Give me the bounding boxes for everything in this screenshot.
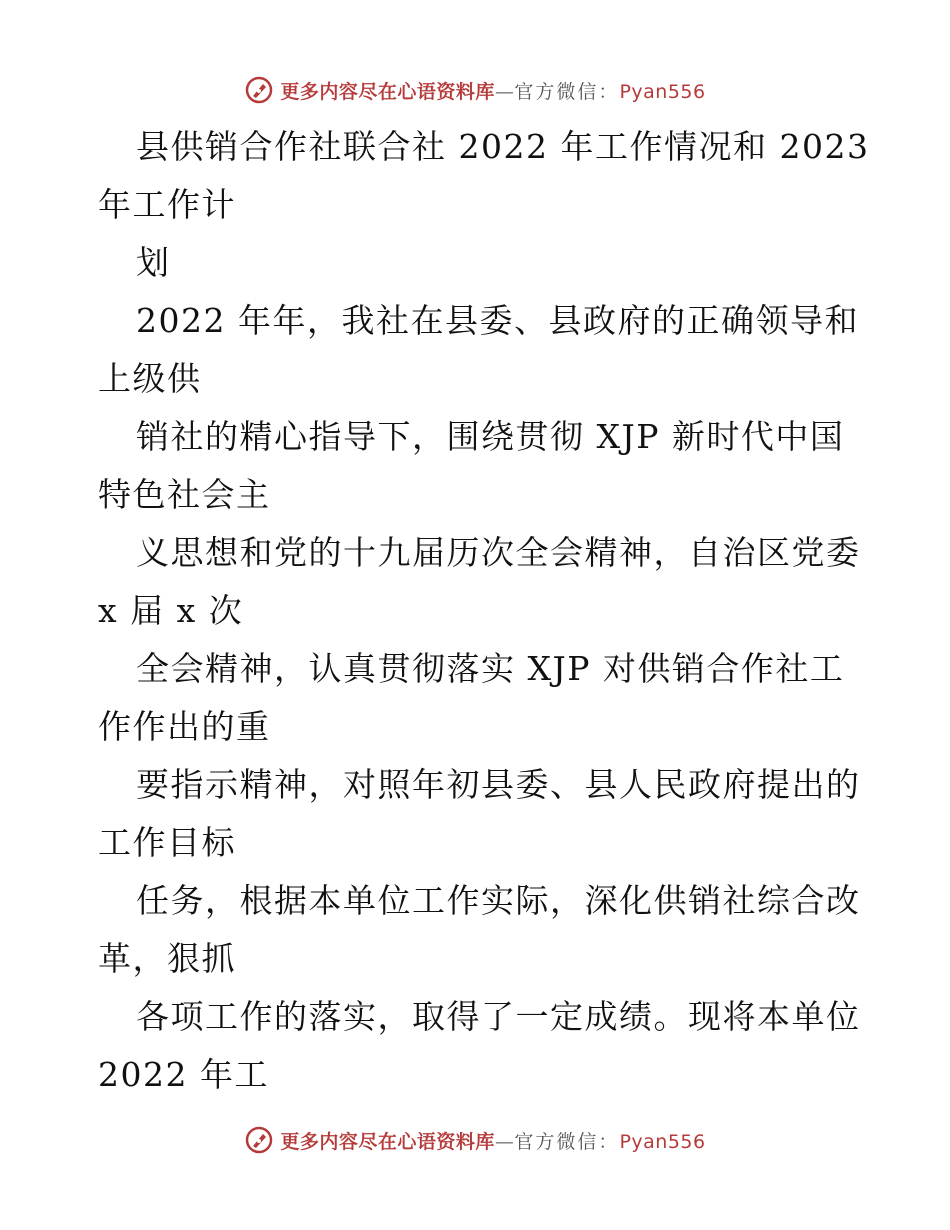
watermark-wechat-label: 官方微信：	[514, 80, 620, 103]
paragraph-line: x 届 x 次	[98, 591, 244, 630]
paragraph-line: 任务，根据本单位工作实际，深化供销社综合改	[136, 881, 861, 920]
pen-nib-circle-icon	[244, 75, 274, 105]
paragraph-line: 2022 年工	[98, 1055, 269, 1094]
watermark-wechat-label: 官方微信：	[514, 1130, 620, 1153]
paragraph-line: 要指示精神，对照年初县委、县人民政府提出的	[136, 765, 861, 804]
title-line-2: 年工作计	[98, 185, 236, 224]
paragraph-line: 各项工作的落实，取得了一定成绩。现将本单位	[136, 997, 861, 1036]
watermark-separator: —	[494, 80, 515, 103]
paragraph-line: 销社的精心指导下，围绕贯彻 XJP 新时代中国	[136, 417, 845, 456]
watermark-main: 更多内容尽在心语资料库	[280, 1130, 495, 1153]
watermark-header	[0, 70, 950, 110]
paragraph-line: 工作目标	[98, 823, 236, 862]
watermark-footer	[0, 1120, 950, 1160]
paragraph-line: 作作出的重	[98, 707, 271, 746]
paragraph-line: 特色社会主	[98, 475, 271, 514]
paragraph-line: 上级供	[98, 359, 202, 398]
title-line-1: 县供销合作社联合社 2022 年工作情况和 2023	[136, 127, 870, 166]
pen-nib-circle-icon	[244, 1125, 274, 1155]
paragraph-line: 义思想和党的十九届历次全会精神，自治区党委	[136, 533, 861, 572]
paragraph-line: 2022 年年，我社在县委、县政府的正确领导和	[136, 301, 859, 340]
paragraph-line: 全会精神，认真贯彻落实 XJP 对供销合作社工	[136, 649, 845, 688]
watermark-text	[280, 1127, 705, 1154]
watermark-main: 更多内容尽在心语资料库	[280, 80, 495, 103]
watermark-handle: Pyan556	[619, 80, 706, 103]
title-line-3: 划	[136, 243, 171, 282]
document-body	[98, 118, 870, 1104]
watermark-text	[280, 77, 705, 104]
paragraph-line: 革，狠抓	[98, 939, 236, 978]
watermark-separator: —	[494, 1130, 515, 1153]
watermark-handle: Pyan556	[619, 1130, 706, 1153]
